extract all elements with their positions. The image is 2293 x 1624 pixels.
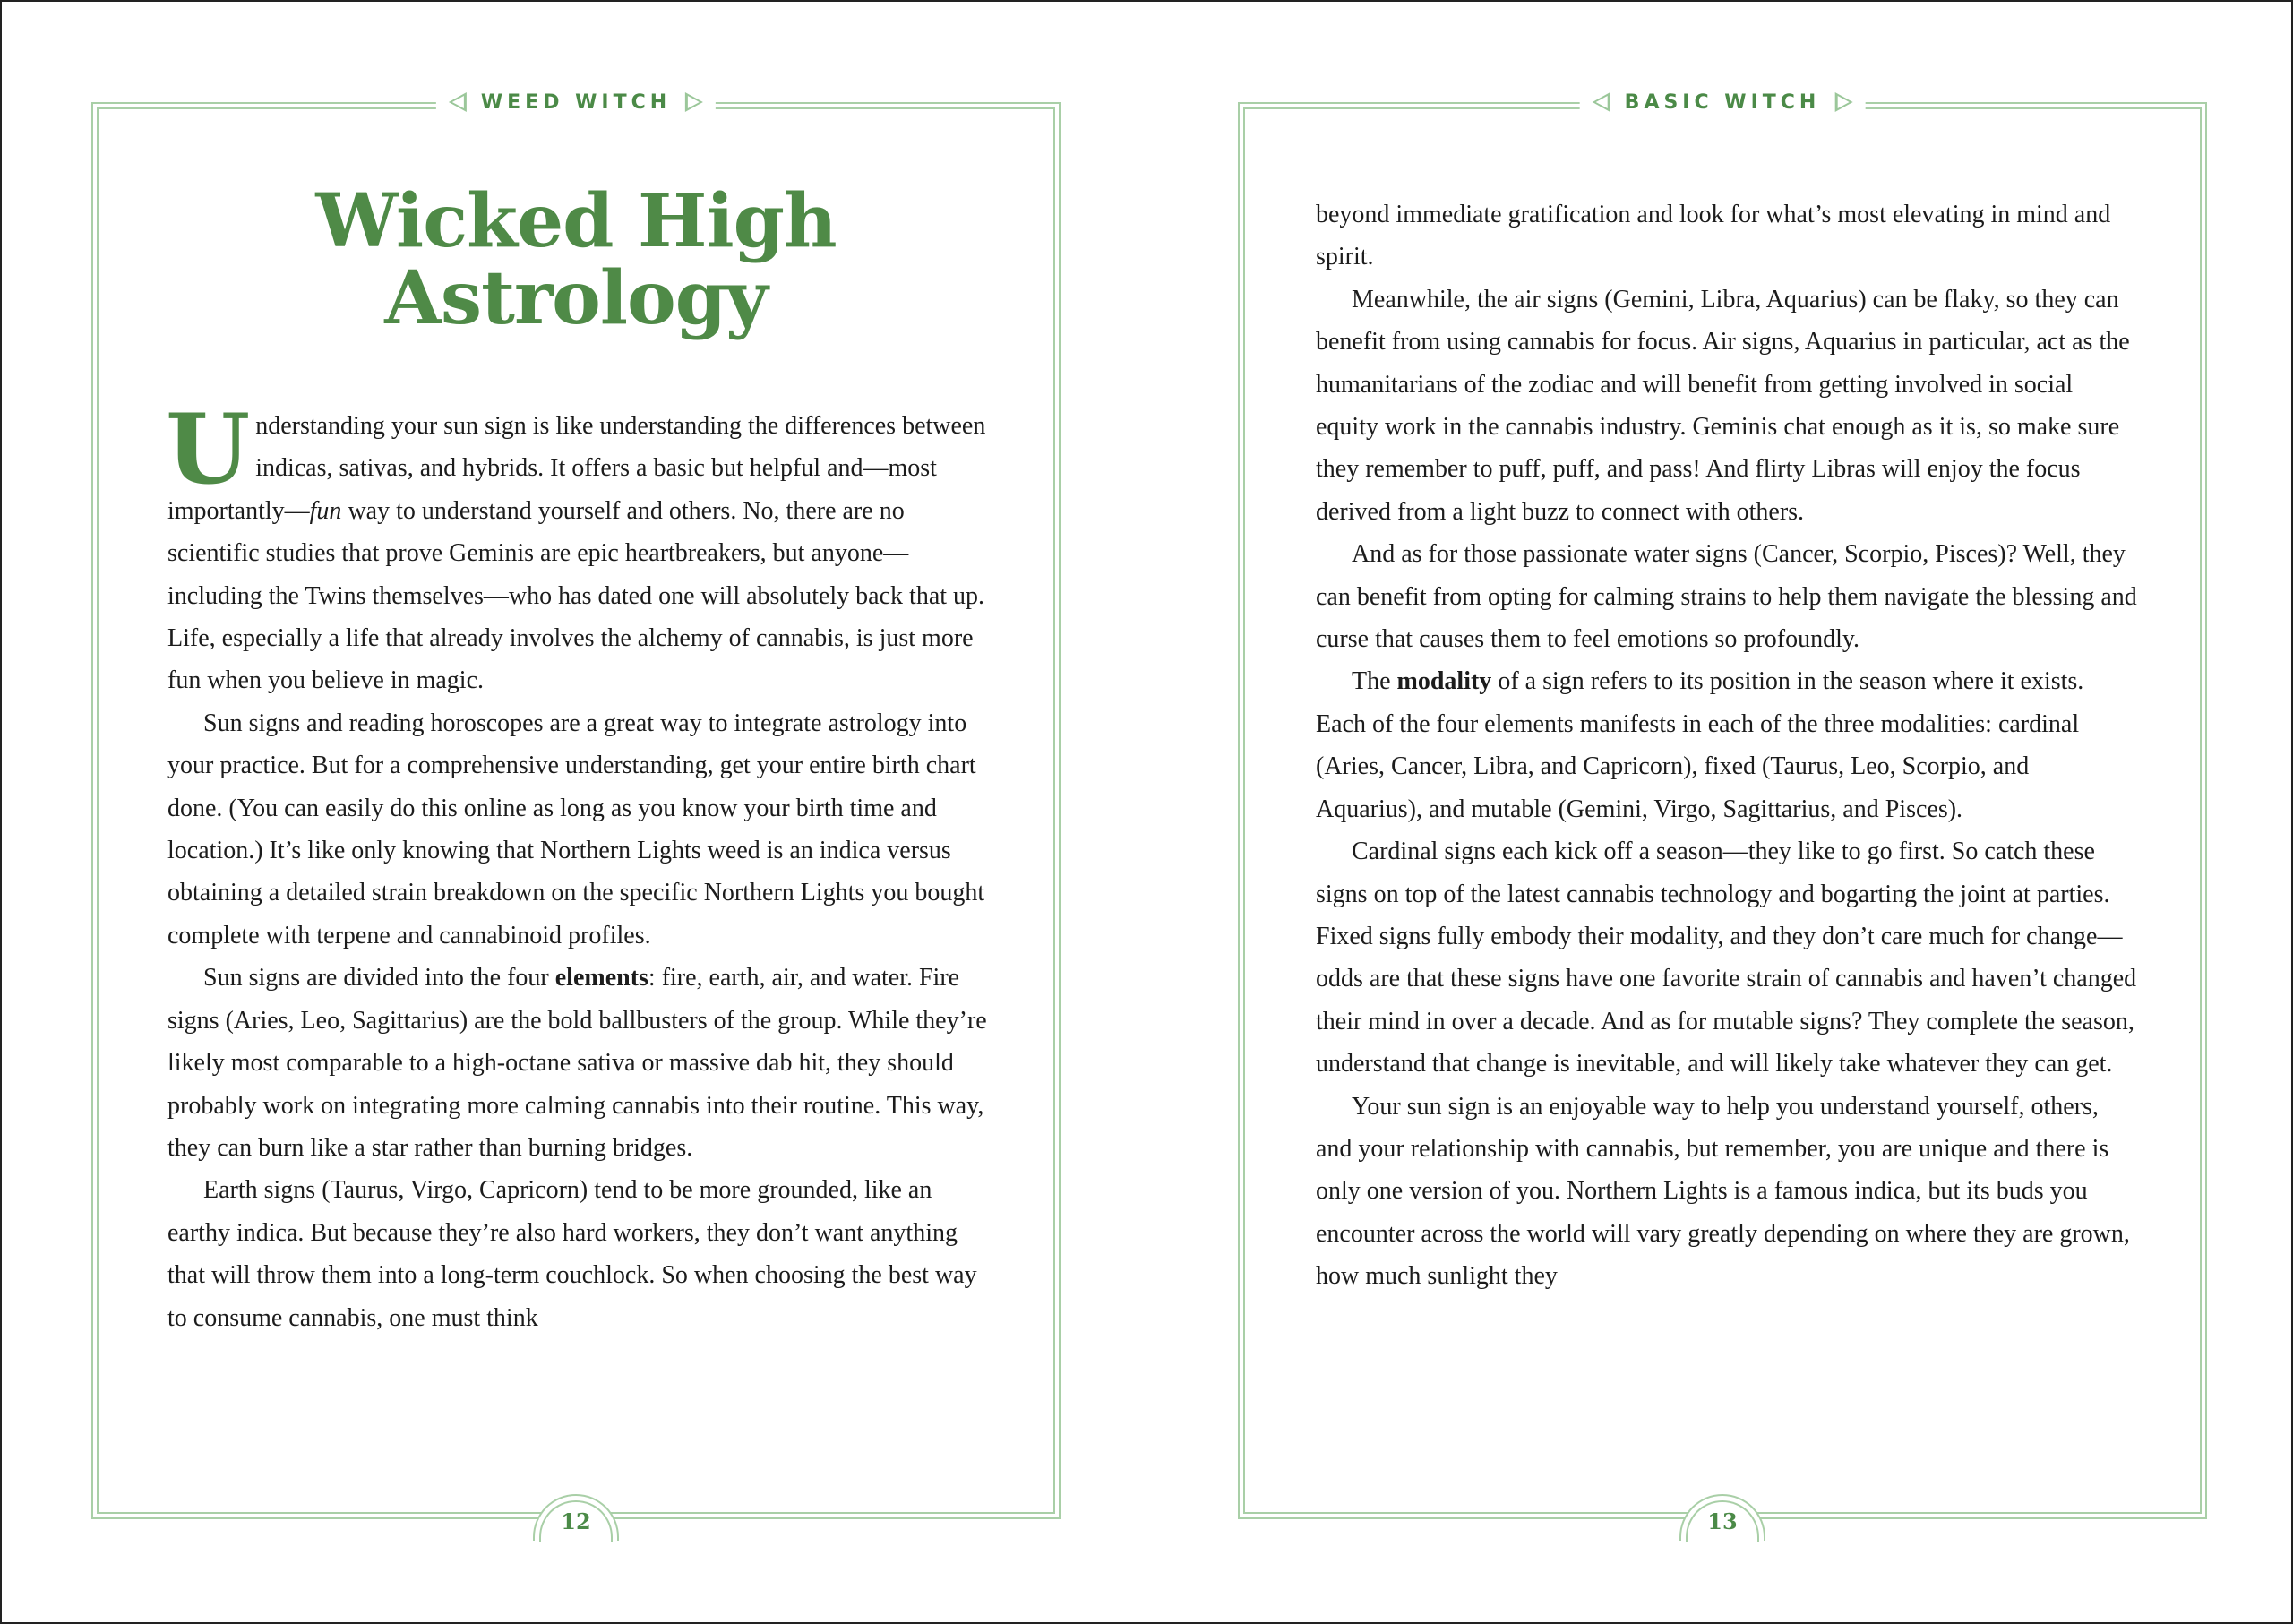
paragraph: Earth signs (Taurus, Virgo, Capricorn) tend to be more grounded, like an earthy indica. But because they’re also hard workers, they don’t want anything that will throw them into a long-term couchlock. So when choosing the best way to consume cannabis, one must think (167, 1176, 977, 1332)
paragraph (167, 957, 992, 1169)
triangle-left-icon (1593, 92, 1610, 112)
paragraph-text: Sun signs are divided into the four (203, 964, 555, 992)
paragraph: And as for those passionate water signs (Cancer, Scorpio, Pisces)? Well, they can benefit from opting for calming strains to help them navigate the blessing and curse that causes them to feel emotions so profoundly. (1316, 540, 2137, 654)
running-head (1580, 86, 1866, 118)
chapter-title-line-1: Wicked High (315, 178, 837, 264)
triangle-right-icon (685, 92, 703, 112)
page-number-text: 12 (561, 1508, 591, 1534)
paragraph: Sun signs and reading horoscopes are a great way to integrate astrology into your practice. But for a comprehensive understanding, get your entire birth chart done. (You can easily do this online as long as you know your birth time and location.) It’s like only knowing that Northern Lights weed is an indica versus obtaining a detailed strain breakdown on the specific Northern Lights you bought complete with terpene and cannabinoid profiles. (167, 709, 985, 949)
running-head-text: BASIC WITCH (1624, 90, 1821, 114)
body-text (1316, 193, 2140, 1298)
paragraph-text: : fire, earth, air, and water. Fire signs (Aries, Leo, Sagittarius) are the bold ballbusters of the group. While they’re likely most comparable to a high-octane sativa or massive dab hit, they should probably work on integrating more calming cannabis into their routine. This way, they can burn like a star rather than burning bridges. (167, 964, 987, 1162)
paragraph: Cardinal signs each kick off a season—they like to go first. So catch these signs on top of the latest cannabis technology and bogarting the joint at parties. Fixed signs fully embody their modality, and they don’t care much for change—odds are that these signs have one favorite strain of cannabis and haven’t changed their mind in over a decade. And as for mutable signs? They complete the season, understand that change is inevitable, and will likely take whatever they can get. (1316, 838, 2137, 1078)
paragraph (166, 393, 992, 702)
left-page (91, 90, 1061, 1534)
running-head-text: WEED WITCH (480, 90, 672, 114)
page-number-text: 13 (1707, 1508, 1738, 1534)
body-text (166, 393, 992, 1339)
chapter-title-line-2: Astrology (384, 255, 768, 341)
paragraph-text: The (1352, 667, 1397, 696)
chapter-title (91, 178, 1061, 341)
bold-term: elements (554, 964, 648, 992)
triangle-left-icon (449, 92, 467, 112)
paragraph: beyond immediate gratification and look for what’s most elevating in mind and spirit. (1316, 201, 2111, 271)
paragraph (1316, 660, 2140, 830)
paragraph: Meanwhile, the air signs (Gemini, Libra, Aquarius) can be flaky, so they can benefit from using cannabis for focus. Air signs, Aquarius in particular, act as the humanitarians of the zodiac and will benefit from getting involved in social equity work in the cannabis industry. Geminis chat enough as it is, so make sure they remember to puff, puff, and pass! And flirty Libras will enjoy the focus derived from a light buzz to connect with others. (1316, 285, 2130, 526)
paragraph-text: nderstanding your sun sign is like understanding the differences between indicas, sativas, and hybrids. It offers a basic but helpful and—most importantly— (167, 412, 986, 525)
running-head (436, 86, 716, 118)
triangle-right-icon (1834, 92, 1852, 112)
paragraph-text: of a sign refers to its position in the season where it exists. Each of the four elements manifests in each of the three modalities: cardinal (Aries, Cancer, Libra, and Capricorn), fixed (Taurus, Leo, Scorpio, and Aquarius), and mutable (Gemini, Virgo, Sagittarius, and Pisces). (1316, 667, 2084, 823)
bold-term: modality (1396, 667, 1492, 696)
emphasis-text: fun (309, 496, 342, 525)
right-page (1238, 90, 2207, 1534)
paragraph-text: way to understand yourself and others. No, there are no scientific studies that prove Geminis are epic heartbreakers, but anyone—including the Twins themselves—who has dated one will absolutely back that up. Life, especially a life that already involves the alchemy of cannabis, is just more fun when you believe in magic. (167, 496, 985, 695)
paragraph: Your sun sign is an enjoyable way to help you understand yourself, others, and your relationship with cannabis, but remember, you are unique and there is only one version of you. Northern Lights is a famous indica, but its buds you encounter across the world will vary greatly depending on where they are grown, how much sunlight they (1316, 1092, 2130, 1291)
drop-cap: U (166, 393, 251, 506)
